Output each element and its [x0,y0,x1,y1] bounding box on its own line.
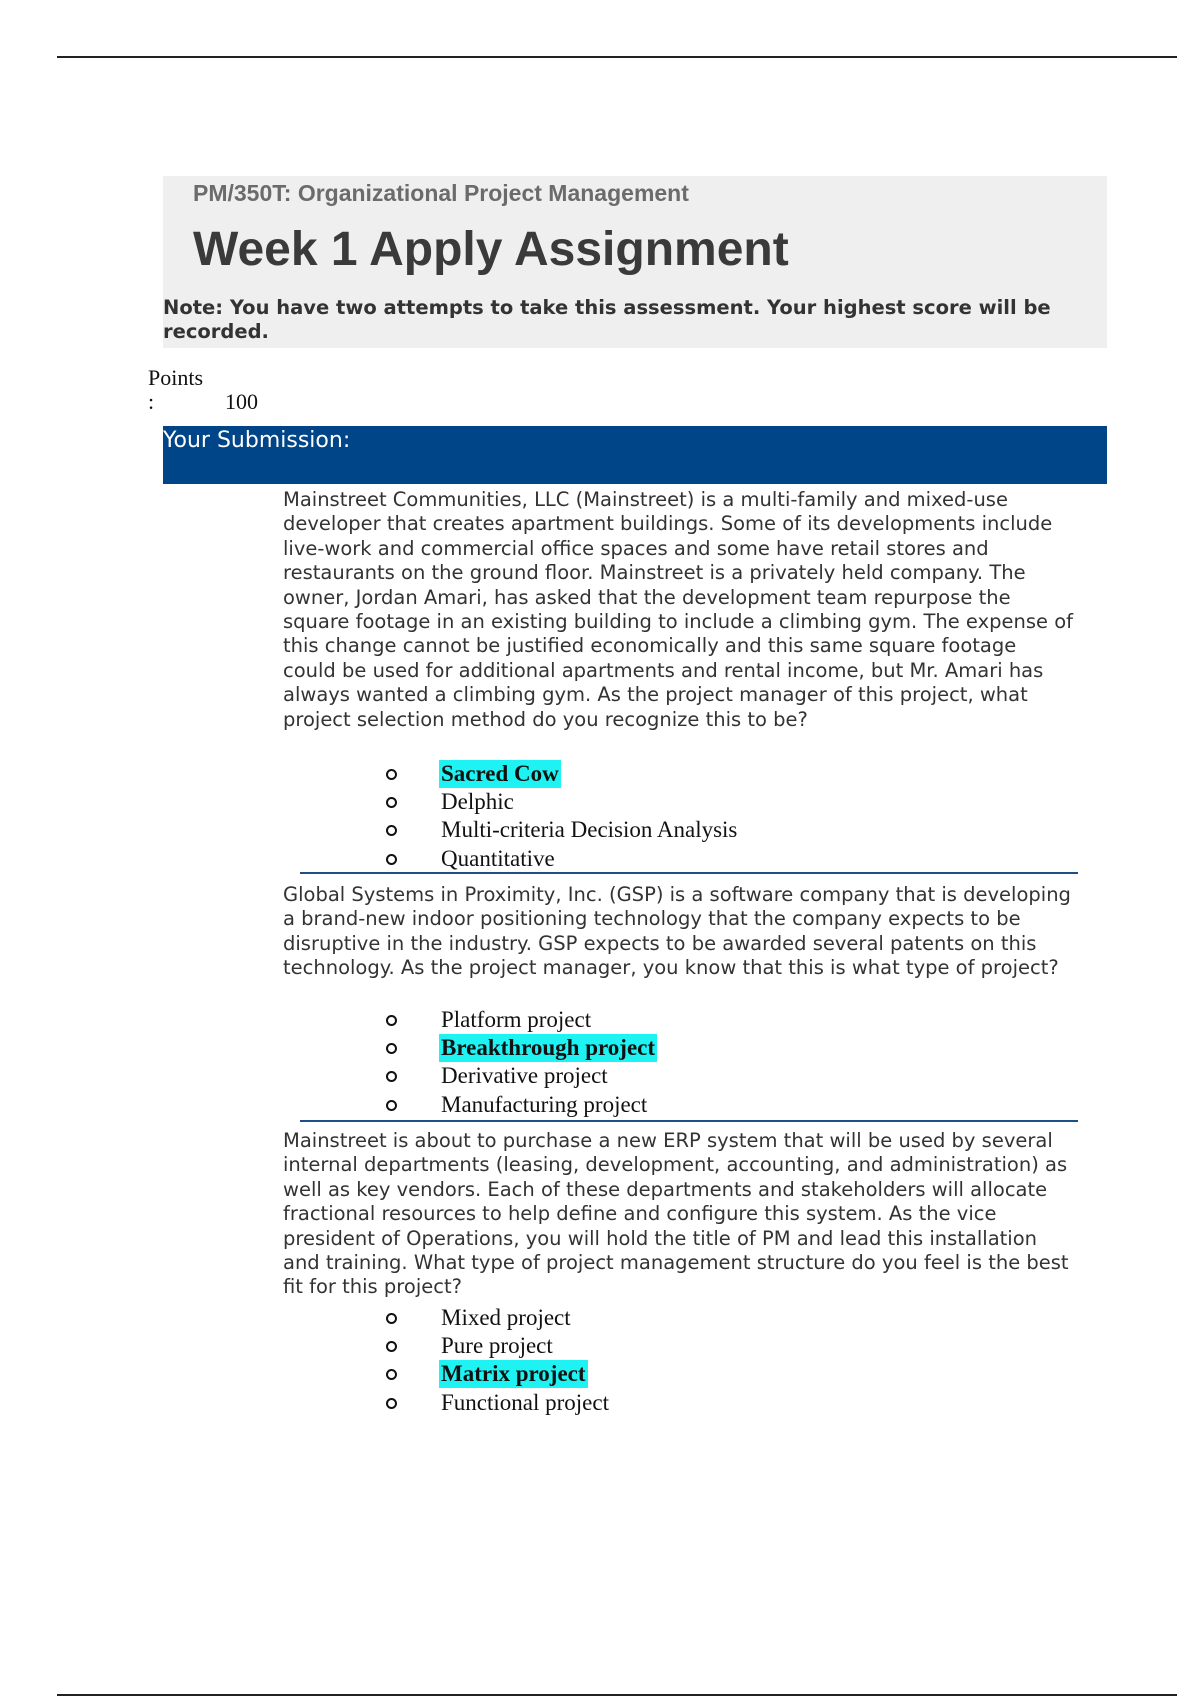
question-2-options [378,1006,1078,1119]
bullet-icon [386,1341,397,1352]
bullet-icon [386,825,397,836]
bullet-icon [386,854,397,865]
question-1-option-1[interactable] [378,760,1078,788]
submission-bar [163,426,1107,484]
question-2-text: Global Systems in Proximity, Inc. (GSP) is a software company that is developing a brand-new indoor positioning technology that the company expects to be disruptive in the industry. GSP expects to be awarded several patents on this technology. As the project manager, you know that this is what type of project? [283,883,1071,980]
question-2-option-2[interactable] [378,1034,1078,1062]
question-2-option-1[interactable] [378,1006,1078,1034]
points-value: 100 [225,389,258,414]
question-3-text: Mainstreet is about to purchase a new ERP system that will be used by several internal departments (leasing, development, accounting, and administration) as well as key vendors. Each of these departments and stakeholders will allocate fractional resources to help define and configure this system. As the vice president of Operations, you will hold the title of PM and lead this installation and training. What type of project management structure do you feel is the best fit for this project? [283,1129,1069,1299]
option-label: Manufacturing project [441,1091,648,1117]
question-3-option-4[interactable] [378,1389,1078,1417]
option-label: Pure project [441,1333,553,1359]
option-label: Delphic [441,789,514,815]
points-label: Points : [148,365,204,414]
page-title: Week 1 Apply Assignment [193,223,789,276]
option-label: Platform project [441,1007,592,1032]
bullet-icon [386,797,397,808]
question-3-options [378,1304,1078,1417]
question-3-option-1[interactable] [378,1304,1078,1332]
question-1-text: Mainstreet Communities, LLC (Mainstreet) is a multi-family and mixed-use developer that creates apartment buildings. Some of its developments include live-work and commercial office spaces and some have retail stores and restaurants on the ground floor. Mainstreet is a privately held company. The owner, Jordan Amari, has asked that the development team repurpose the square footage in an existing building to include a climbing gym. The expense of this change cannot be justified economically and this same square footage could be used for additional apartments and rental income, but Mr. Amari has always wanted a climbing gym. As the project manager of this project, what project selection method do you recognize this to be? [283,488,1073,731]
question-divider [300,1120,1078,1122]
bullet-icon [386,1398,397,1409]
option-label-selected: Sacred Cow [441,761,559,786]
question-1-option-2[interactable] [378,788,1078,816]
bullet-icon [386,1043,397,1054]
bullet-icon [386,1015,397,1026]
bullet-icon [386,1100,397,1111]
option-label: Quantitative [441,845,555,871]
question-divider [300,872,1078,874]
bullet-icon [386,1071,397,1082]
attempts-note: Note: You have two attempts to take this assessment. Your highest score will be recorded. [163,296,1051,343]
assignment-header [163,176,1107,348]
question-1-option-4[interactable] [378,845,1078,873]
submission-title: Your Submission: [163,428,351,453]
option-label: Multi-criteria Decision Analysis [441,817,738,843]
question-3-option-3[interactable] [378,1360,1078,1388]
question-2-option-3[interactable] [378,1062,1078,1090]
option-label-selected: Breakthrough project [441,1035,656,1061]
option-label: Functional project [441,1389,609,1415]
option-label-selected: Matrix project [441,1361,586,1387]
bullet-icon [386,1313,397,1324]
course-name: PM/350T: Organizational Project Management [193,180,689,206]
bullet-icon [386,769,397,780]
option-label: Mixed project [441,1305,571,1330]
option-label: Derivative project [441,1063,608,1089]
question-3-option-2[interactable] [378,1332,1078,1360]
question-1-options [378,760,1078,873]
top-rule [57,56,1177,58]
question-1-option-3[interactable] [378,816,1078,844]
bottom-rule [57,1694,1177,1696]
bullet-icon [386,1369,397,1380]
question-2-option-4[interactable] [378,1091,1078,1119]
